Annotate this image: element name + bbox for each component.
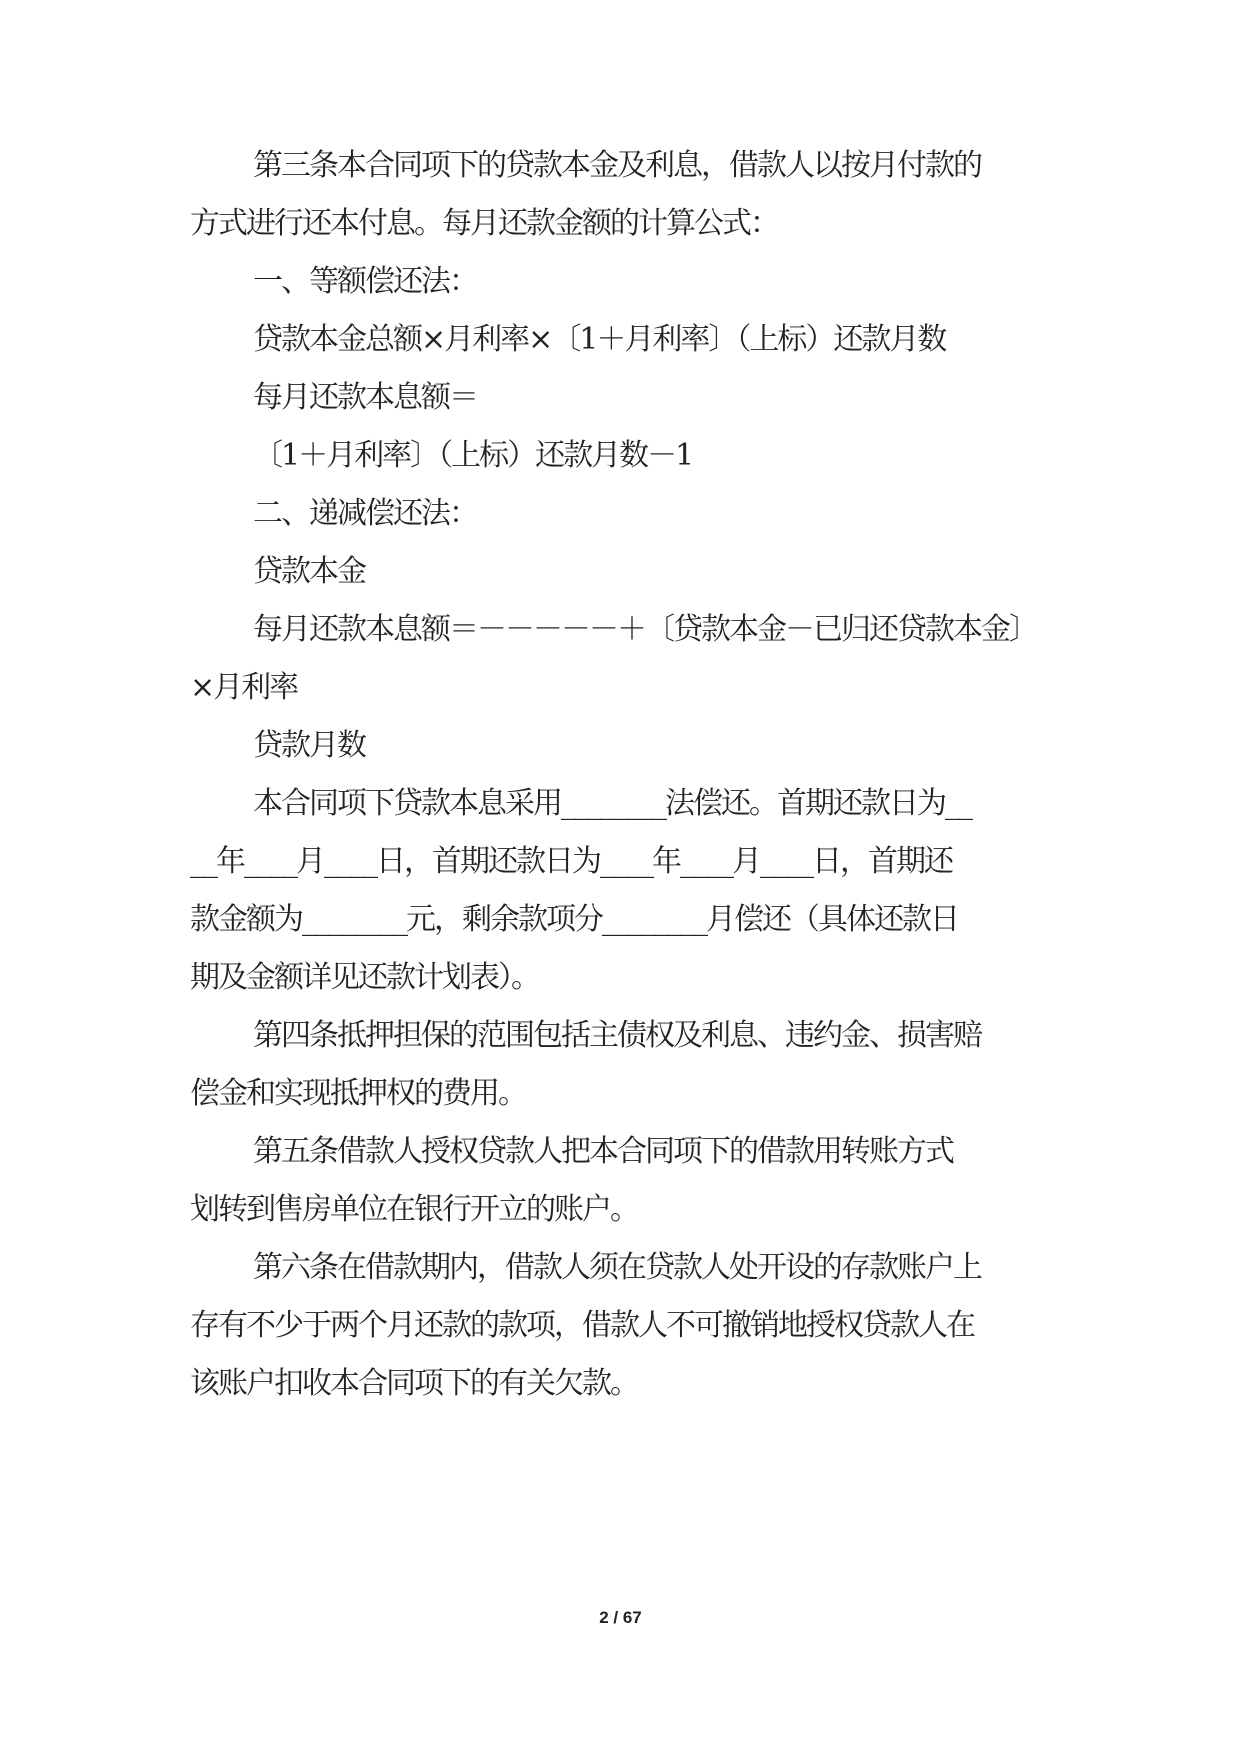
text-line: 一、等额偿还法： — [253, 264, 477, 299]
text-line: 贷款月数 — [253, 728, 365, 763]
text-line: __年____月____日，首期还款日为____年____月____日，首期还 — [190, 844, 952, 879]
text-line: 每月还款本息额＝－－－－－＋〔贷款本金－已归还贷款本金〕 — [253, 612, 1037, 647]
text-line: 偿金和实现抵押权的费用。 — [190, 1076, 526, 1111]
page-number: 2 / 67 — [599, 1608, 642, 1627]
text-line: 第四条抵押担保的范围包括主债权及利息、违约金、损害赔 — [253, 1018, 981, 1053]
text-line: 贷款本金 — [253, 554, 365, 589]
text-line: 第六条在借款期内，借款人须在贷款人处开设的存款账户上 — [253, 1250, 981, 1285]
text-line: 本合同项下贷款本息采用________法偿还。首期还款日为__ — [253, 786, 971, 821]
text-line: ×月利率 — [190, 670, 298, 705]
text-line: 划转到售房单位在银行开立的账户。 — [190, 1192, 638, 1227]
text-line: 款金额为________元，剩余款项分________月偿还（具体还款日 — [190, 902, 958, 937]
text-line: 期及金额详见还款计划表）。 — [190, 960, 539, 995]
text-line: 每月还款本息额＝ — [253, 380, 477, 415]
text-line: 第三条本合同项下的贷款本金及利息，借款人以按月付款的 — [253, 148, 981, 183]
text-line: 方式进行还本付息。每月还款金额的计算公式： — [190, 206, 778, 241]
text-line: 〔1＋月利率〕（上标）还款月数－1 — [253, 438, 693, 473]
text-line: 第五条借款人授权贷款人把本合同项下的借款用转账方式 — [253, 1134, 953, 1169]
text-line: 该账户扣收本合同项下的有关欠款。 — [190, 1366, 638, 1401]
text-line: 二、递减偿还法： — [253, 496, 477, 531]
text-line: 存有不少于两个月还款的款项，借款人不可撤销地授权贷款人在 — [190, 1308, 974, 1343]
text-line: 贷款本金总额×月利率×〔1＋月利率〕（上标）还款月数 — [253, 322, 946, 357]
